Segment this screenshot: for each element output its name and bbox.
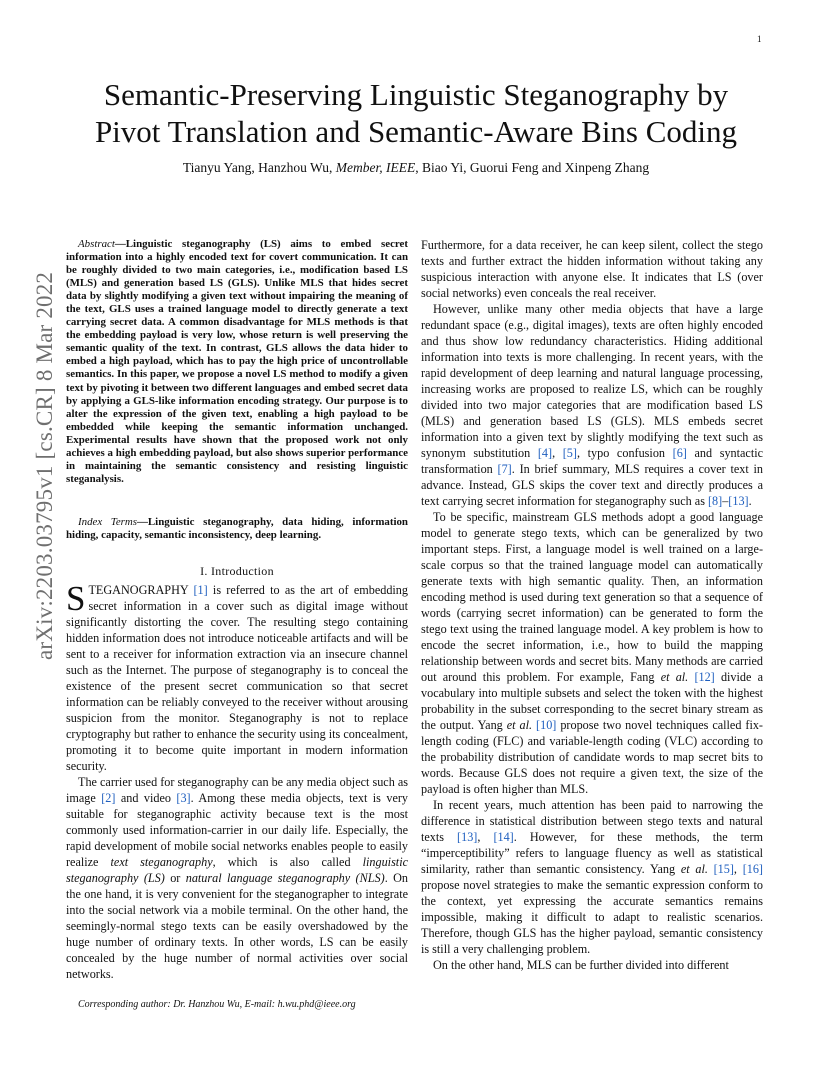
text-run: –	[722, 494, 729, 508]
text-run: propose novel strategies to make the semantic expression conform to the context, yet expressing the accurate semantics remains impossible, making it difficult to adapt to realistic scenarios. Therefore, though GLS has the higher payload, semantic consistency is still a very challenging problem.	[421, 878, 763, 956]
text-run: . However, for these methods, the term “imperceptibility” refers to language fluency as well as statistical similarity, rather than semantic consistency. Yang	[421, 830, 763, 876]
index-terms	[66, 516, 408, 542]
text-run: .	[748, 494, 752, 508]
corresponding-author-footnote: Corresponding author: Dr. Hanzhou Wu, E-mail: h.wu.phd@ieee.org	[78, 999, 356, 1010]
authors-part-2: , Biao Yi, Guorui Feng and Xinpeng Zhang	[415, 160, 650, 175]
right-paragraph-3	[421, 509, 763, 797]
italic-term: et al.	[680, 862, 708, 876]
index-terms-label: Index Terms	[78, 516, 138, 528]
italic-term: natural language steganography (NLS)	[185, 871, 385, 885]
text-run: . Among these media objects, text is very suitable for steganographic activity because text is the most commonly used information-carrier in our daily life. Especially, the rapid development of mobile social networks enables people to easily realize	[66, 791, 409, 869]
author-list	[60, 160, 772, 176]
text-run: divide a vocabulary into multiple subsets and select the token with the highest probability in the subset corresponding to the secret binary stream as the output. Yang	[421, 670, 764, 732]
authors-membership: Member, IEEE	[335, 160, 416, 175]
italic-term: text steganography	[110, 855, 213, 869]
text-run: . In brief summary, MLS requires a cover text in advance. Instead, GLS skips the cover text and directly produces a text carrying secret information for steganography such as	[421, 462, 763, 508]
authors-part-1: Tianyu Yang, Hanzhou Wu,	[182, 160, 336, 175]
text-run: and syntactic transformation	[421, 446, 764, 476]
right-column-body	[421, 237, 763, 973]
intro-paragraph-1	[66, 579, 408, 774]
citation-link[interactable]: [1]	[193, 583, 208, 597]
text-run: . On the one hand, it is very convenient for the steganographer to integrate into the social network via a mobile terminal. On the other hand, the seemingly-normal stego texts can be easily overshadowed by the huge number of ordinary texts. In other words, LS can be easily concealed by the huge number of normal activities over social networks.	[66, 871, 409, 981]
citation-link[interactable]: [3]	[176, 791, 191, 805]
right-paragraph-1: Furthermore, for a data receiver, he can keep silent, collect the stego texts and further extract the hidden information without taking any suspicious interaction with anyone else. It indicates that LS (over social networks) even conceals the real receiver.	[421, 238, 763, 300]
right-paragraph-4	[421, 797, 763, 957]
paper-title	[60, 76, 772, 150]
introduction-body	[66, 579, 409, 982]
citation-link[interactable]: [6]	[672, 446, 687, 460]
text-run: or	[164, 871, 186, 885]
text-run: In recent years, much attention has been paid to narrowing the difference in statistical distribution between stego texts and natural texts	[421, 798, 763, 844]
italic-term: et al.	[660, 670, 689, 684]
arxiv-identifier-stamp: arXiv:2203.03795v1 [cs.CR] 8 Mar 2022	[32, 271, 57, 660]
citation-link[interactable]: [4]	[537, 446, 553, 460]
abstract-text: —Linguistic steganography (LS) aims to embed secret information into a highly encoded text for covert communication. It can be roughly divided to two main categories, i.e., modification based LS (MLS) and generation based LS (GLS). Unlike MLS that hides secret data by slightly modifying a given text without impairing the meaning of the text, GLS uses a trained language model to directly generate a text carrying secret data. A common disadvantage for MLS methods is that the embedding payload is very low, whose return is well preserving the semantic quality of the text. In contrast, GLS allows the data hider to embed a high payload, which has to pay the high price of uncontrollable semantics. In this paper, we propose a novel LS method to modify a given text by pivoting it between two different languages and embed secret data by applying a GLS-like information encoding strategy. Our purpose is to alter the expression of the given text, enabling a high payload to be embedded while keeping the semantic information unchanged. Experimental results have shown that the proposed work not only achieves a high embedding payload, but also shows superior performance in maintaining the semantic consistency and resisting linguistic steganalysis.	[66, 238, 408, 485]
abstract	[66, 238, 408, 486]
citation-link[interactable]: [12]	[694, 670, 715, 684]
text-run: TEGANOGRAPHY	[88, 583, 194, 597]
italic-term: et al.	[506, 718, 533, 732]
text-run: , typo confusion	[576, 446, 673, 460]
title-line-1: Semantic-Preserving Linguistic Steganography by	[103, 77, 729, 112]
citation-link[interactable]: [10]	[536, 718, 557, 732]
citation-link[interactable]: [5]	[562, 446, 577, 460]
citation-link[interactable]: [2]	[101, 791, 116, 805]
right-paragraph-2	[421, 301, 763, 509]
abstract-label: Abstract	[78, 238, 115, 250]
page-number: 1	[757, 34, 762, 44]
text-run: ,	[552, 446, 563, 460]
citation-link[interactable]: [7]	[497, 462, 512, 476]
citation-link[interactable]: [15]	[713, 862, 734, 876]
citation-link[interactable]: [8]	[707, 494, 723, 508]
index-terms-text: —Linguistic steganography, data hiding, information hiding, capacity, semantic inconsistency, deep learning.	[66, 516, 408, 541]
drop-cap: S	[66, 579, 86, 618]
text-run: is referred to as the art of embedding secret information in a cover such as digital image without significantly distorting the cover. The resulting stego containing hidden information does not introduce noticeable artifacts and will be sent to a receiver for information extraction via an insecure channel such as the Internet. The purpose of steganography is to conceal the existence of the present secret communication so that secret information can be reliably conveyed to the receiver without arousing suspicion from the monitor. Steganography is not to replace cryptography but rather to enhance the security using its concealment, promoting it to become quite important in modern information security.	[66, 583, 408, 773]
section-heading: I. Introduction	[200, 564, 274, 578]
text-run: The carrier used for steganography can be any media object such as image	[66, 775, 408, 805]
text-run: and video	[115, 791, 177, 805]
text-run: ,	[733, 862, 743, 876]
intro-paragraph-2	[66, 774, 408, 982]
title-line-2: Pivot Translation and Semantic-Aware Bins Coding	[94, 114, 738, 149]
text-run: propose two novel techniques called fix-length coding (FLC) and variable-length coding (VLC) according to the probability distribution of candidate words to map secret bits to words. Because GLS does not require a given text, the size of the payload is often higher than MLS.	[421, 718, 763, 796]
citation-link[interactable]: [13]	[728, 494, 749, 508]
citation-link[interactable]: [13]	[457, 830, 478, 844]
text-run: ,	[477, 830, 494, 844]
text-run: However, unlike many other media objects that have a large redundant space (e.g., digital images), texts are often highly encoded and thus show low redundancy characteristics. Hiding additional information into texts is more challenging. In recent years, with the rapid development of deep learning and natural language processing, increasing works are proposed to realize LS, which can be roughly divided into two major categories that are modification based LS (MLS) and generation based LS (GLS). MLS embeds secret information into a given text by slightly modifying the text such as synonym substitution	[421, 302, 763, 460]
italic-term: linguistic steganography (LS)	[66, 855, 408, 885]
citation-link[interactable]: [16]	[742, 862, 763, 876]
text-run: , which is also called	[212, 855, 363, 869]
right-paragraph-5: On the other hand, MLS can be further divided into different	[433, 958, 729, 972]
text-run: To be specific, mainstream GLS methods adopt a good language model to generate stego texts, which can be generalized by two important steps. First, a language model is well trained on a large-scale corpus so that the trained language model can automatically generate texts with high semantic quality. Then, an information encoding method is used during text generation so that a sequence of words (carrying secret information) can be generated to form the stego text using the trained language model. A key problem is how to encode the secret information, i.e., how to build the mapping relationship between words and secret bits. Many methods are carried out around this problem. For example, Fang	[421, 510, 763, 684]
citation-link[interactable]: [14]	[493, 830, 514, 844]
